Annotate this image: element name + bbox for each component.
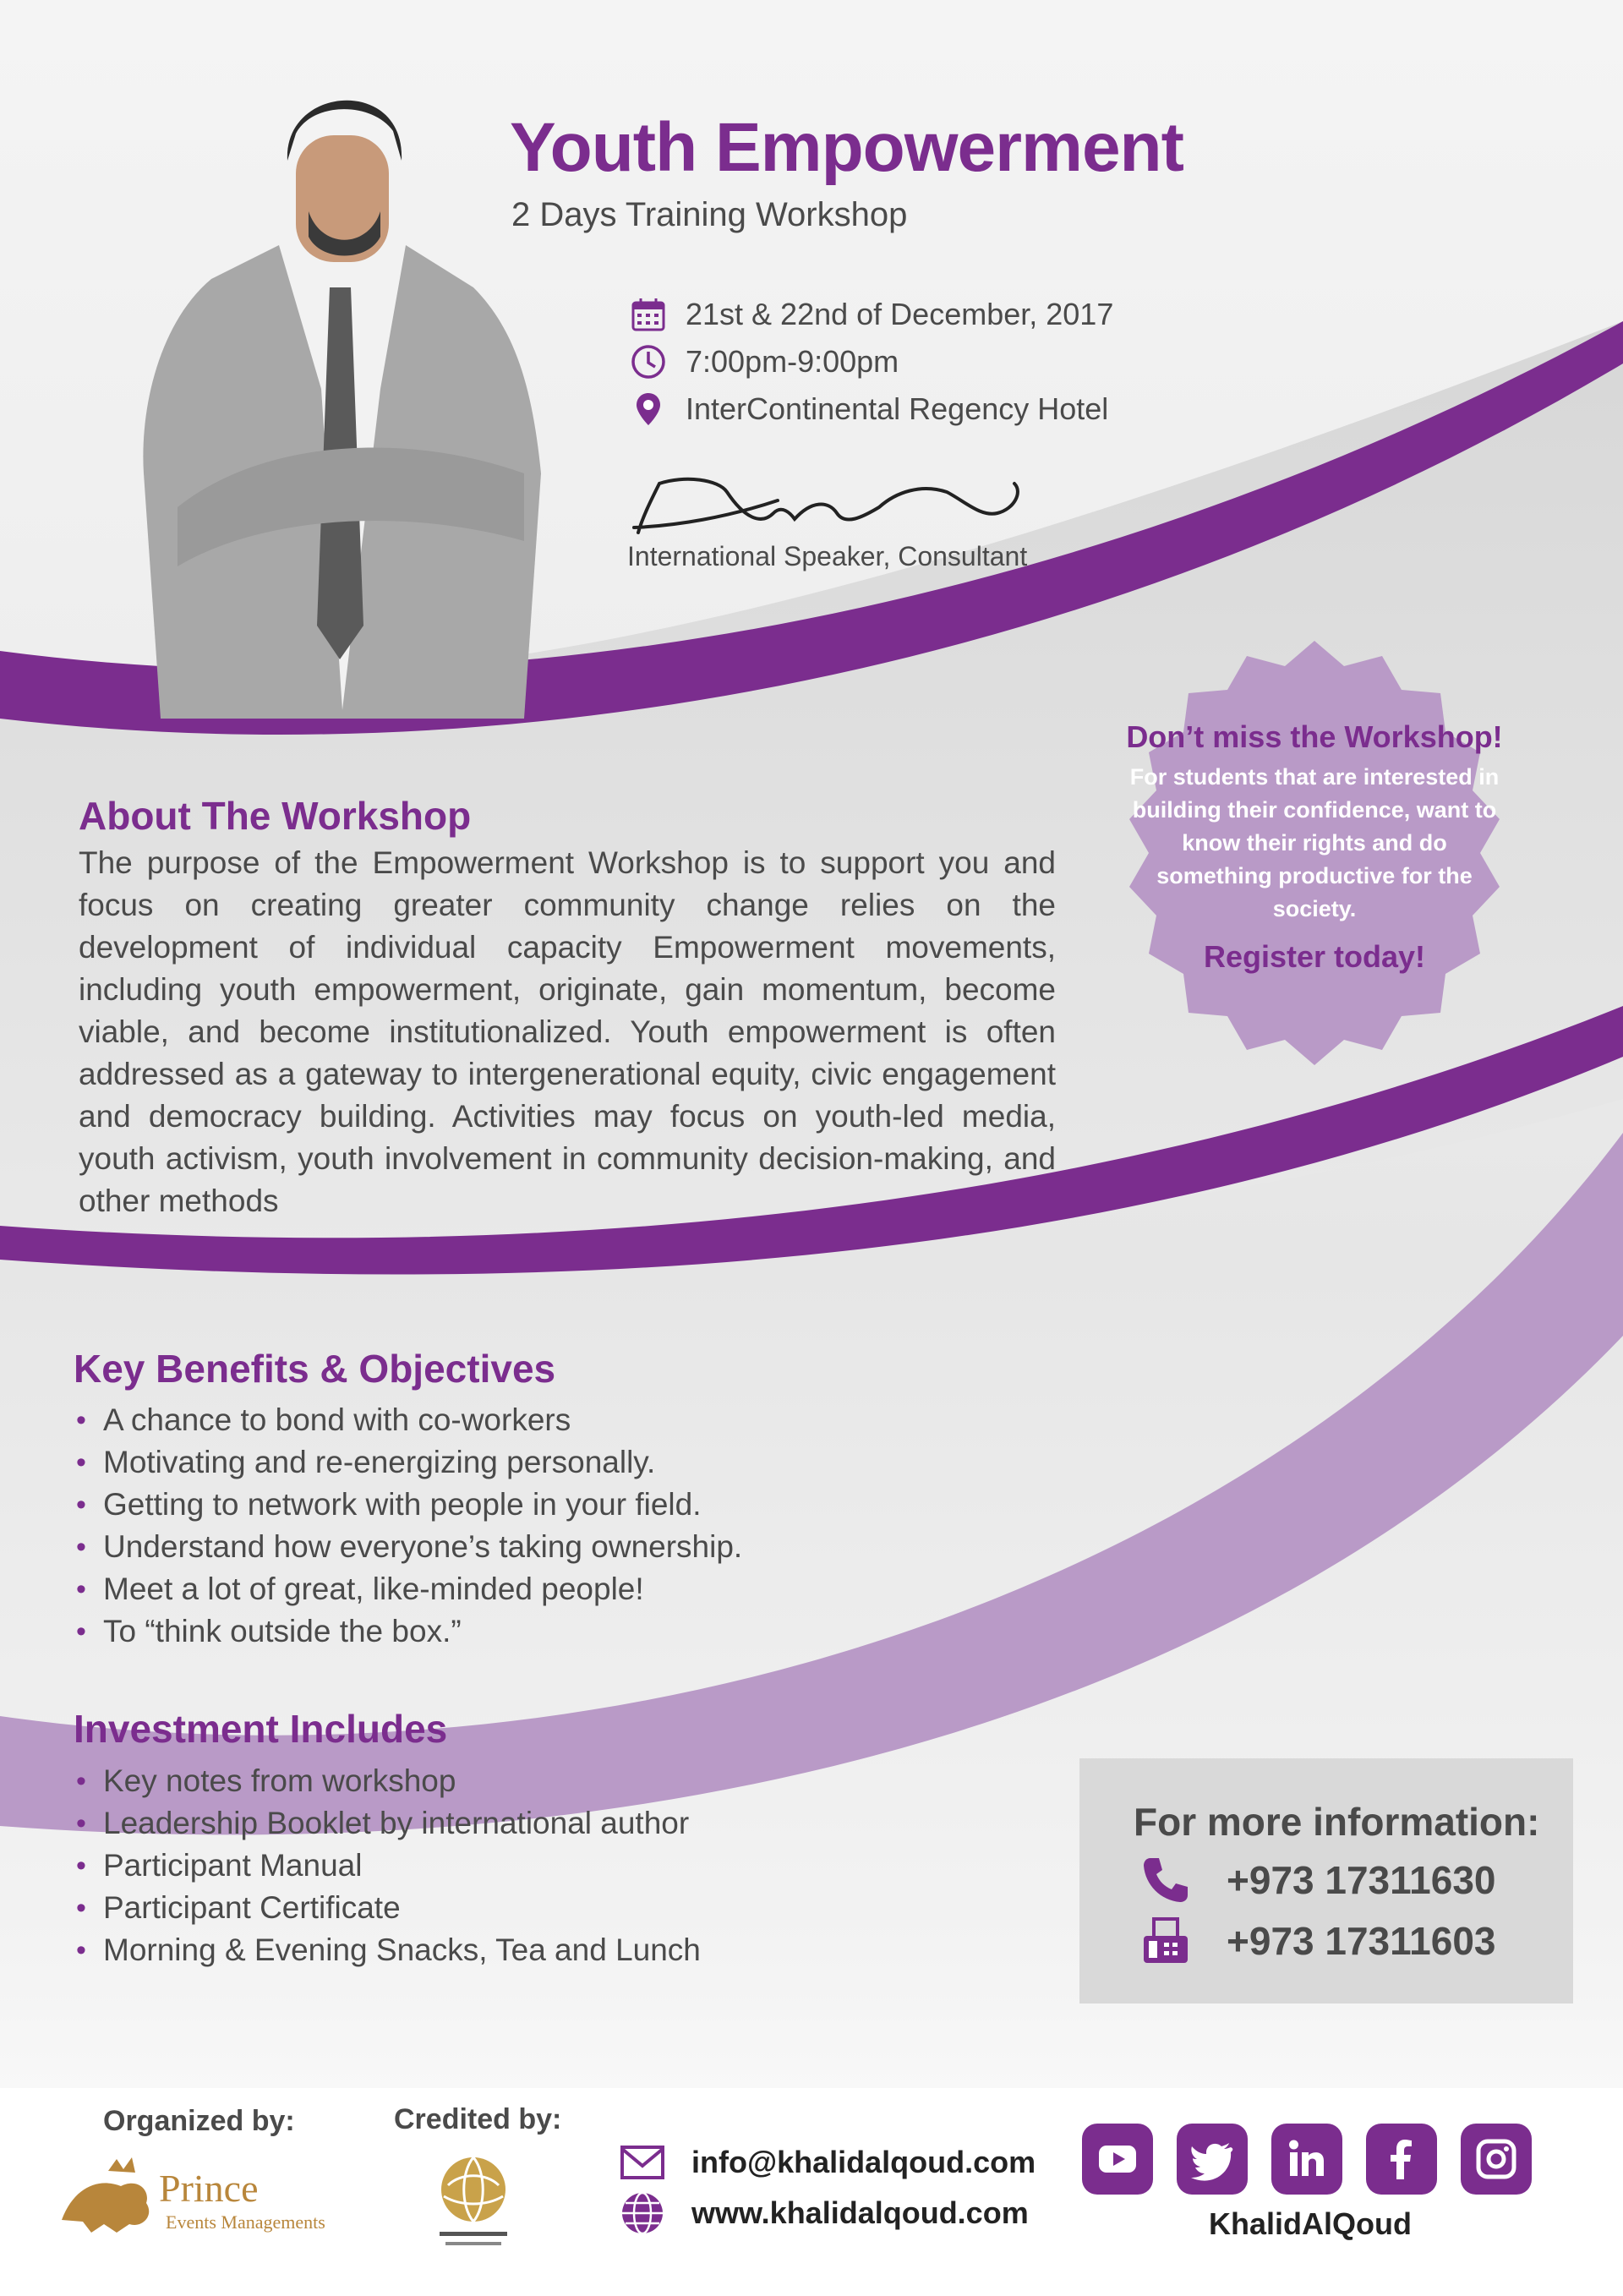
list-item: • A chance to bond with co-workers xyxy=(76,1399,742,1441)
promo-badge xyxy=(1124,720,1505,975)
event-date-row xyxy=(630,296,1113,333)
investment-list xyxy=(76,1760,701,1971)
list-item: • To “think outside the box.” xyxy=(76,1610,742,1653)
list-item: • Motivating and re-energizing personally. xyxy=(76,1441,742,1484)
organizer-name: Prince xyxy=(159,2167,259,2210)
organized-by-label: Organized by: xyxy=(103,2105,295,2137)
international-leadership-logo xyxy=(427,2147,520,2257)
speaker-role: International Speaker, Consultant xyxy=(627,541,1028,571)
youtube-icon[interactable] xyxy=(1082,2124,1153,2195)
contact-box xyxy=(1079,1758,1573,2004)
badge-headline: Don’t miss the Workshop! xyxy=(1126,719,1503,754)
event-venue-row xyxy=(630,391,1108,428)
list-item: • Leadership Booklet by international author xyxy=(76,1802,701,1845)
twitter-icon[interactable] xyxy=(1177,2124,1248,2195)
phone-icon xyxy=(1139,1853,1193,1907)
fax-row[interactable] xyxy=(1139,1914,1496,1968)
mail-icon xyxy=(619,2139,666,2186)
facebook-icon[interactable] xyxy=(1366,2124,1437,2195)
contact-title: For more information: xyxy=(1134,1800,1540,1844)
event-venue: InterContinental Regency Hotel xyxy=(686,391,1109,426)
event-time: 7:00pm-9:00pm xyxy=(686,344,899,379)
benefits-heading: Key Benefits & Objectives xyxy=(74,1347,556,1391)
fax-number[interactable]: +973 17311603 xyxy=(1227,1919,1496,1963)
email-row[interactable] xyxy=(619,2139,1036,2186)
linkedin-icon[interactable] xyxy=(1271,2124,1342,2195)
credited-by-label: Credited by: xyxy=(394,2103,562,2135)
website-link[interactable]: www.khalidalqoud.com xyxy=(691,2195,1029,2230)
social-icons xyxy=(1082,2124,1532,2195)
fax-icon xyxy=(1139,1914,1193,1968)
page-subtitle: 2 Days Training Workshop xyxy=(511,196,908,233)
event-date: 21st & 22nd of December, 2017 xyxy=(686,297,1114,331)
list-item: • Participant Certificate xyxy=(76,1887,701,1929)
instagram-icon[interactable] xyxy=(1461,2124,1532,2195)
list-item: • Participant Manual xyxy=(76,1845,701,1887)
list-item: • Meet a lot of great, like-minded people! xyxy=(76,1568,742,1610)
website-row[interactable] xyxy=(619,2189,1029,2237)
email-link[interactable]: info@khalidalqoud.com xyxy=(691,2145,1036,2179)
social-handle: KhalidAlQoud xyxy=(1209,2206,1412,2241)
event-time-row xyxy=(630,343,899,380)
list-item: • Getting to network with people in your field. xyxy=(76,1484,742,1526)
speaker-photo xyxy=(127,34,558,719)
prince-events-logo xyxy=(57,2152,379,2237)
speaker-signature xyxy=(626,467,1031,543)
about-heading: About The Workshop xyxy=(79,794,472,838)
badge-body: For students that are interested in building their confidence, want to know their rights and do something productive for the society. xyxy=(1129,763,1500,922)
register-cta[interactable]: Register today! xyxy=(1203,939,1426,975)
list-item: • Understand how everyone’s taking ownership. xyxy=(76,1526,742,1568)
phone-number[interactable]: +973 17311630 xyxy=(1227,1858,1496,1902)
benefits-list xyxy=(76,1399,742,1653)
location-pin-icon xyxy=(630,391,667,428)
clock-icon xyxy=(630,343,667,380)
calendar-icon xyxy=(630,296,667,333)
globe-icon xyxy=(619,2189,666,2237)
list-item: • Key notes from workshop xyxy=(76,1760,701,1802)
phone-row[interactable] xyxy=(1139,1853,1496,1907)
about-body: The purpose of the Empowerment Workshop is to support you and focus on creating greater community change relies on the development of individual capacity Empowerment movements, including youth empowerment, originate, gain momentum, become viable, and become institutionalized. Youth empowerment is often addressed as a gateway to intergenerational equity, civic engagement and democracy building. Activities may focus on youth-led media, youth activism, youth involvement in community decision-making, and other methods xyxy=(79,845,1056,1218)
investment-heading: Investment Includes xyxy=(74,1707,448,1751)
list-item: • Morning & Evening Snacks, Tea and Lunch xyxy=(76,1929,701,1971)
organizer-subtitle: Events Managements xyxy=(166,2211,325,2233)
page-title: Youth Empowerment xyxy=(510,109,1183,186)
